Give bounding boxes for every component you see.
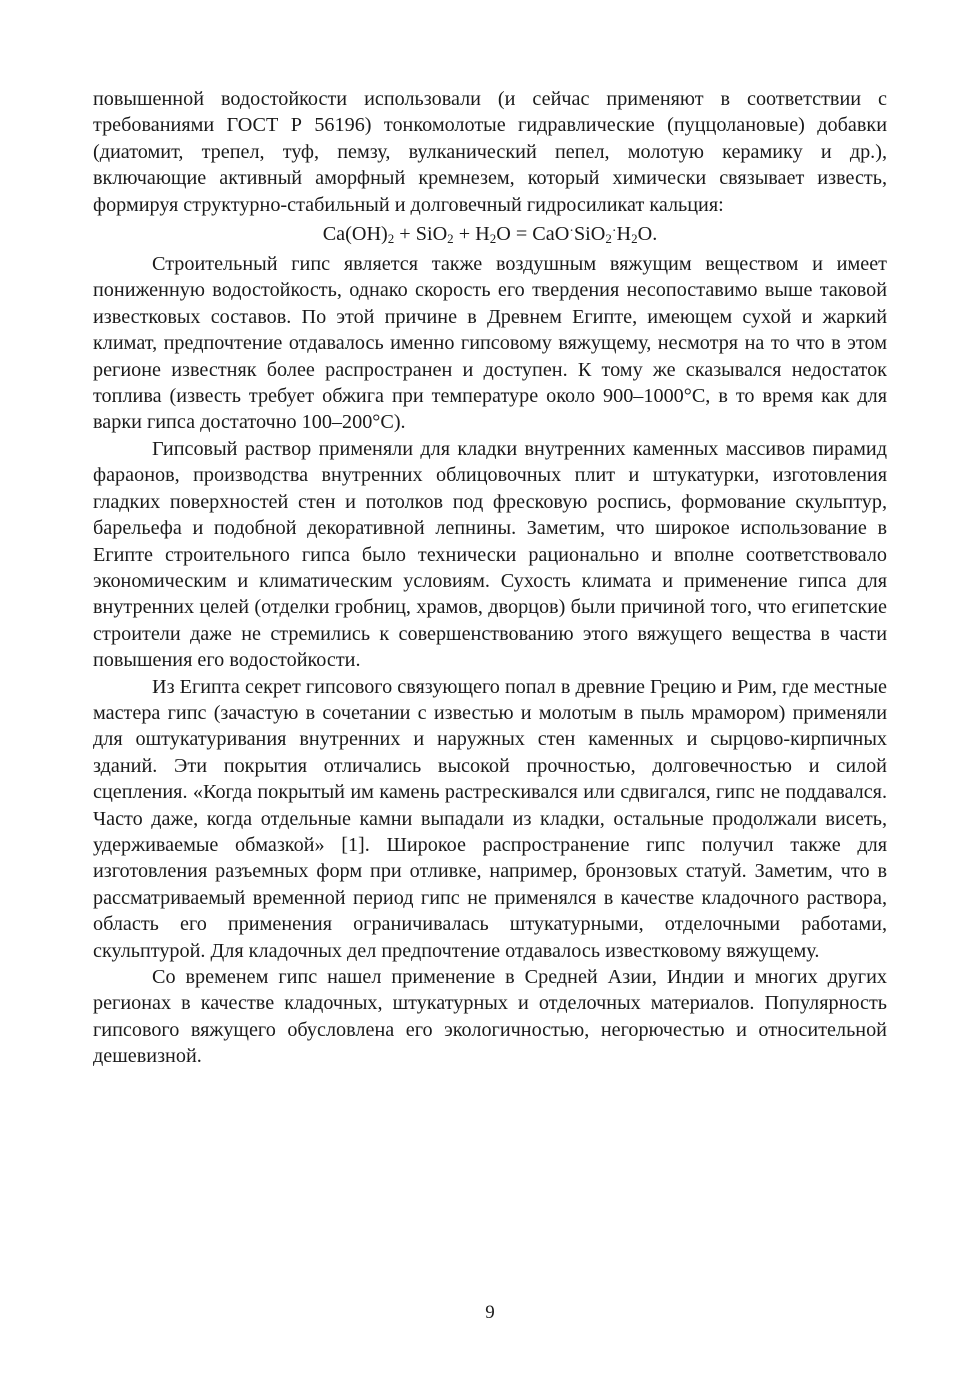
formula-dot: · [569, 224, 574, 240]
formula-part: + H [453, 223, 490, 246]
formula-part: + SiO [394, 223, 448, 246]
formula-part: H [616, 223, 632, 246]
paragraph-intro: повышенной водостойкости использовали (и сейчас применяют в соответствии с требованиями ГОСТ Р 56196) тонкомолотые гидравлические (пуццолановые) добавки (диатомит, трепел, туф, пемзу, вулканический пепел, молотую керамику и др.), включающие активный аморфный кремнезем, который химически связывает известь, формируя структурно-стабильный и долговечный гидросиликат кальция: [93, 88, 887, 216]
formula-subscript: 2 [605, 231, 612, 247]
formula-part: SiO [573, 223, 606, 246]
formula-subscript: 2 [631, 231, 638, 247]
paragraph-gypsum: Строительный гипс является также воздушным вяжущим веществом и имеет пониженную водостойкость, однако скорость его твердения несопоставимо выше таковой известковых составов. По этой причине в Древнем Египте, имеющем сухой и жаркий климат, предпочтение отдавалось именно гипсовому вяжущему, несмотря на то что в этом регионе известняк более распространен и доступен. К тому же сказывался недостаток топлива (известь требует обжига при температуре около 900–1000°С, в то время как для варки гипса достаточно 100–200°С). [93, 253, 887, 434]
paragraph-egypt: Гипсовый раствор применяли для кладки внутренних каменных массивов пирамид фараонов, производства внутренних облицовочных плит и штукатурки, изготовления гладких поверхностей стен и потолков под фресковую роспись, формование скульптур, барельефа и подобной декоративной лепнины. Заметим, что широкое использование в Египте строительного гипса было технически рационально и вполне соответствовало экономическим и климатическим условиям. Сухость климата и применение гипса для внутренних целей (отделки гробниц, храмов, дворцов) были причиной того, что египетские строители даже не стремились к совершенствованию этого вяжущего вещества в части повышения его водостойкости. [93, 437, 887, 672]
chemical-formula [93, 221, 887, 250]
page-number: 9 [485, 1302, 495, 1323]
formula-dot: · [611, 224, 617, 240]
paragraph-greece-rome: Из Египта секрет гипсового связующего попал в древние Грецию и Рим, где местные мастера гипс (зачастую в сочетании с известью и молотым в пыль мрамором) применяли для оштукатуривания внутренних и наружных стен каменных и сырцово-кирпичных зданий. Эти покрытия отличались высокой прочностью, долговечностью и силой сцепления. «Когда покрытый им камень растрескивался или сдвигался, гипс не поддавался. Часто даже, когда отдельные камни выпадали из кладки, остальные продолжали висеть, удерживаемые обмазкой» [1]. Широкое распространение гипс получил также для изготовления разъемных форм при отливке, например, бронзовых статуй. Заметим, что в рассматриваемый временной период гипс не применялся в качестве кладочного раствора, область его применения ограничивалась штукатурными, отделочными работами, скульптурой. Для кладочных дел предпочтение отдавалось известковому вяжущему. [93, 675, 887, 962]
formula-subscript: 2 [489, 231, 497, 247]
paragraph-asia: Со временем гипс нашел применение в Средней Азии, Индии и многих других регионах в качестве кладочных, штукатурных и отделочных материалов. Популярность гипсового вяжущего обусловлена его экологичностью, негорючестью и относительной дешевизной. [93, 966, 887, 1068]
formula-part: O. [637, 223, 658, 246]
page-body [93, 86, 887, 1070]
formula-part: Ca(OH) [322, 223, 388, 246]
formula-part: O = CaO [496, 223, 570, 246]
formula-subscript: 2 [447, 231, 454, 247]
formula-subscript: 2 [387, 231, 395, 247]
